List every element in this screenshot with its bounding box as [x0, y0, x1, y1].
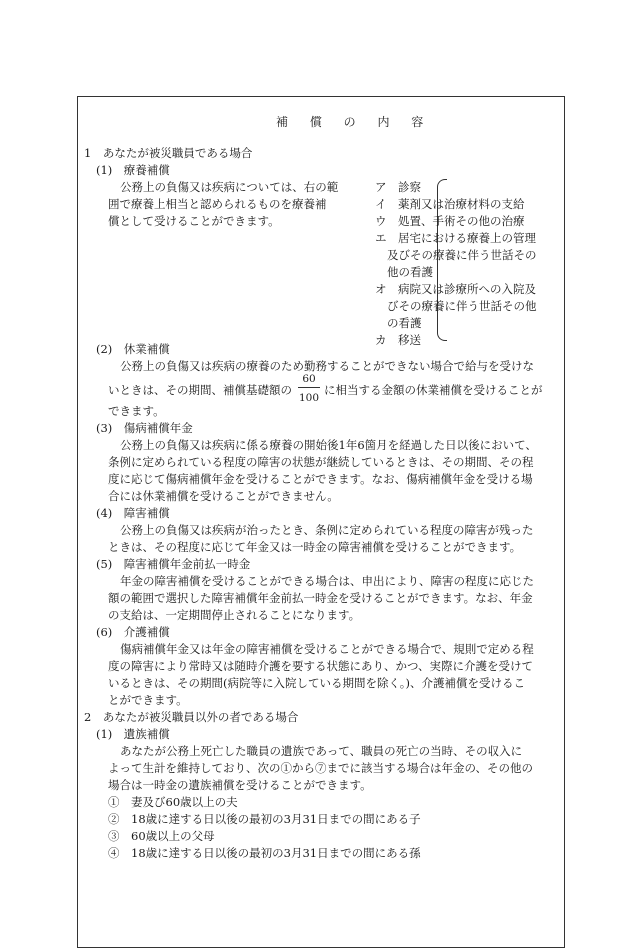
shobyo-body-line: 度に応じて傷病補償年金を受けることができます。なお、傷病補償年金を受ける場: [108, 472, 533, 486]
subsection-1-6-heading: (6) 介護補償: [96, 625, 170, 639]
kaigo-body-line: 傷病補償年金又は年金の障害補償を受けることができる場合で、規則で定める程: [120, 642, 534, 656]
kaigo-body-line: 度の障害により常時又は随時介護を要する状態にあり、かつ、実際に介護を受けて: [108, 659, 534, 673]
ryoyo-list-item-cont: 及びその療養に伴う世話その: [387, 248, 537, 262]
izoku-list-item: ③ 60歳以上の父母: [108, 829, 215, 843]
document-frame: [77, 96, 565, 948]
ryoyo-list-item-cont: の看護: [387, 316, 422, 330]
ryoyo-list-item: カ 移送: [375, 333, 421, 347]
izoku-list-item: ① 妻及び60歳以上の夫: [108, 795, 238, 809]
shobyo-body-line: 条例に定められている程度の障害の状態が継続しているときは、その期間、その程: [108, 455, 534, 469]
maebarai-body-line: 年金の障害補償を受けることができる場合は、申出により、障害の程度に応じた: [120, 574, 534, 588]
kaigo-body-line: いるときは、その期間(病院等に入院している期間を除く。)、介護補償を受けるこ: [108, 676, 525, 690]
izoku-body-line: あなたが公務上死亡した職員の遺族であって、職員の死亡の当時、その収入に: [120, 744, 523, 758]
kyugyo-body-line-1: 公務上の負傷又は疾病の療養のため勤務することができない場合で給与を受けな: [120, 359, 534, 373]
maebarai-body-line: 額の範囲で選択した障害補償年金前払一時金を受けることができます。なお、年金: [108, 591, 533, 605]
izoku-list-item: ④ 18歳に達する日以後の最初の3月31日までの間にある孫: [108, 846, 421, 860]
ryoyo-list-item-cont: 他の看護: [387, 265, 433, 279]
shogai-body-line: ときは、その程度に応じて年金又は一時金の障害補償を受けることができます。: [108, 540, 522, 554]
fraction-bar: [298, 387, 320, 388]
shobyo-body-line: 公務上の負傷又は疾病に係る療養の開始後1年6箇月を経過した日以後において、: [120, 438, 537, 452]
ryoyo-list-item: エ 居宅における療養上の管理: [375, 231, 536, 245]
section-2-heading: 2 あなたが被災職員以外の者である場合: [84, 710, 299, 724]
ryoyo-body-line-1: 公務上の負傷又は疾病については、右の範: [120, 180, 339, 194]
kyugyo-body-line-3: できます。: [108, 404, 165, 418]
shogai-body-line: 公務上の負傷又は疾病が治ったとき、条例に定められている程度の障害が残った: [120, 523, 534, 537]
ryoyo-list-item: ウ 処置、手術その他の治療: [375, 214, 525, 228]
subsection-1-4-heading: (4) 障害補償: [96, 506, 170, 520]
document-title: 補 償 の 内 容: [276, 115, 433, 129]
subsection-1-1-heading: (1) 療養補償: [96, 163, 170, 177]
izoku-list-item: ② 18歳に達する日以後の最初の3月31日までの間にある子: [108, 812, 421, 826]
kaigo-body-line: とができます。: [108, 693, 188, 707]
shobyo-body-line: 合には休業補償を受けることができません。: [108, 489, 339, 503]
maebarai-body-line: の支給は、一定期間停止されることになります。: [108, 608, 361, 622]
kyugyo-body-line-2b: に相当する金額の休業補償を受けることが: [324, 383, 543, 397]
subsection-1-5-heading: (5) 障害補償年金前払一時金: [96, 557, 251, 571]
subsection-1-3-heading: (3) 傷病補償年金: [96, 421, 193, 435]
subsection-1-2-heading: (2) 休業補償: [96, 342, 170, 356]
ryoyo-body-line-3: 償として受けることができます。: [108, 214, 280, 228]
ryoyo-list-item: ア 診察: [375, 180, 421, 194]
subsection-2-1-heading: (1) 遺族補償: [96, 727, 170, 741]
fraction-numerator: 60: [302, 373, 316, 385]
fraction-denominator: 100: [298, 392, 320, 404]
section-1-heading: 1 あなたが被災職員である場合: [84, 146, 253, 160]
ryoyo-list-item: イ 薬剤又は治療材料の支給: [375, 197, 525, 211]
izoku-body-line: 場合は一時金の遺族補償を受けることができます。: [108, 778, 372, 792]
ryoyo-list-item: オ 病院又は診療所への入院及: [375, 282, 536, 296]
izoku-body-line: よって生計を維持しており、次の①から⑦までに該当する場合は年金の、その他の: [108, 761, 534, 775]
ryoyo-list-item-cont: びその療養に伴う世話その他: [387, 299, 537, 313]
ryoyo-body-line-2: 囲で療養上相当と認められるものを療養補: [108, 197, 327, 211]
kyugyo-body-line-2a: いときは、その期間、補償基礎額の: [108, 383, 292, 397]
